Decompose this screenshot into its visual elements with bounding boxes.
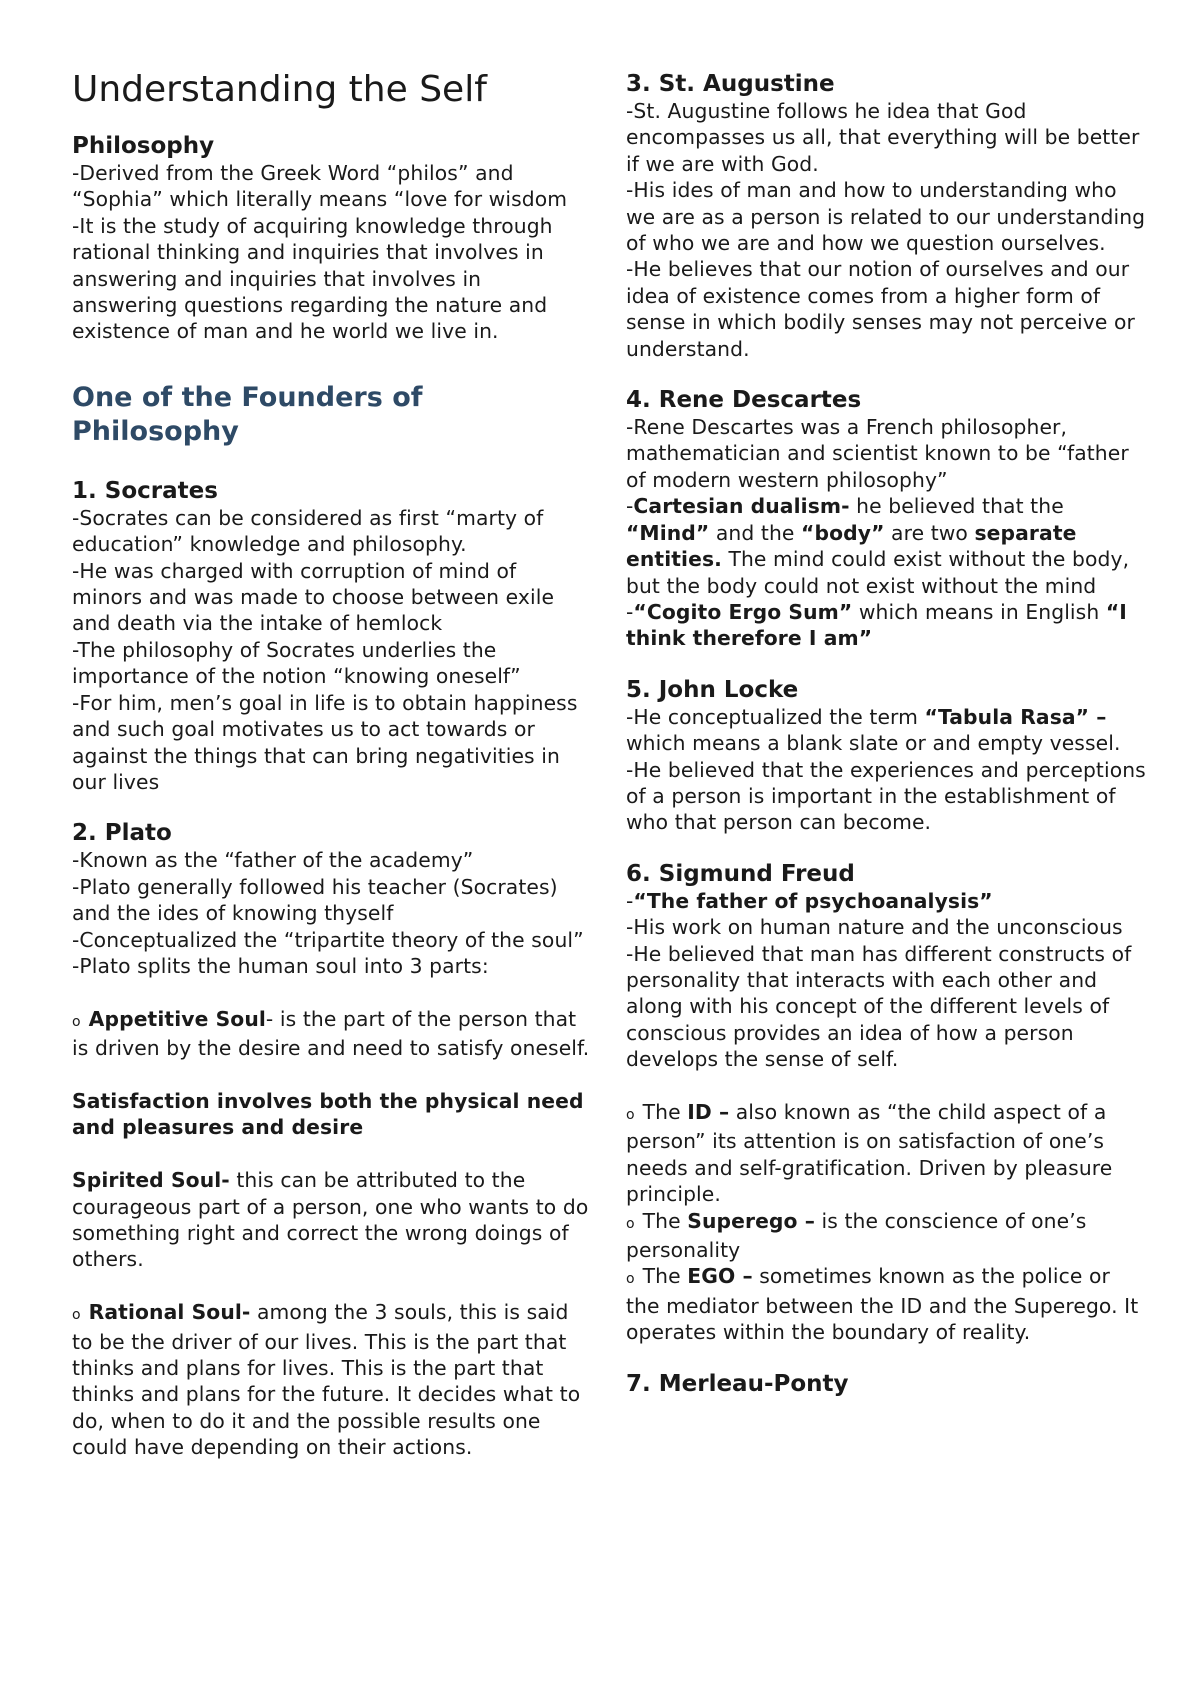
locke-text-1: -He conceptualized the term [626,704,925,729]
satisfaction-note [72,1088,590,1141]
plato-paragraph-2: -Plato generally followed his teacher (Socrates) and the ides of knowing thyself [72,874,558,926]
mind-term: “Mind” [626,520,710,545]
bullet-circle: o [72,1307,81,1324]
spirited-soul-term: Spirited Soul- [72,1168,230,1193]
descartes-heading: 4. Rene Descartes [626,387,862,414]
cogito-term: “Cogito Ergo Sum” [633,599,853,624]
id-term: ID – [687,1099,730,1124]
augustine-paragraph-3: -He believes that our notion of ourselves and our idea of existence comes from a higher form of sense in which bodily senses may not perceive or understand. [626,257,1135,361]
socrates-paragraph-2: -He was charged with corruption of mind of minors and was made to choose between exile and death via the intake of hemlock [72,558,555,636]
descartes-text-3: are two [884,520,975,545]
philosophy-paragraph-2: -It is the study of acquiring knowledge through rational thinking and inquiries that involves in answering and inquiries that involves in answering questions regarding the nature and existence of man and he world we live in. [72,213,553,344]
appetitive-soul-item [72,1006,590,1062]
bullet-circle: o [626,1271,635,1288]
merleau-ponty-heading: 7. Merleau-Ponty [626,1370,849,1397]
appetitive-soul-term: Appetitive Soul [88,1006,266,1031]
socrates-paragraph-1: -Socrates can be considered as first “marty of education” knowledge and philosophy. [72,505,544,557]
superego-term: Superego – [687,1208,815,1233]
philosophy-heading: Philosophy [72,133,215,159]
body-term: “body” [801,520,885,545]
appetitive-soul-text: - is the part of the person that is driven by the desire and need to satisfy oneself. [72,1006,590,1061]
right-column [626,70,1146,1398]
augustine-heading: 3. St. Augustine [626,71,835,97]
separate-entities-term: separate entities. [626,520,1077,572]
locke-heading: 5. John Locke [626,676,799,703]
bullet-circle: o [626,1215,635,1232]
bullet-circle: o [72,1013,81,1030]
plato-paragraph-3: -Conceptualized the “tripartite theory of the soul” [72,927,584,952]
id-item [626,1099,1146,1208]
freud-paragraph-2: -His work on human nature and the unconscious [626,915,1123,940]
plato-paragraph-4: -Plato splits the human soul into 3 parts: [72,953,489,978]
cogito-translation: “I think therefore I am” [626,599,1127,651]
superego-text: is the conscience of one’s personality [626,1208,1087,1263]
rational-soul-continuation: could have depending on their actions. [72,1435,473,1460]
cartesian-dualism-term: Cartesian dualism- [633,494,850,519]
locke-text-2: which means a blank slate or and empty vessel. [626,731,1121,756]
id-prefix: The [642,1099,688,1124]
freud-paragraph-3: -He believed that man has different constructs of personality that interacts with each other and along with his concept of the different levels of [626,941,1132,1019]
spirited-soul-text: this can be attributed to the courageous part of a person, one who wants to do something right and correct the wrong doings of others. [72,1168,589,1272]
dash: - [626,888,634,913]
superego-item [626,1208,1146,1264]
spirited-soul-item [72,1167,590,1273]
document-title: Understanding the Self [72,69,487,110]
cogito-text: which means in English [852,599,1106,624]
philosophy-paragraph-1: -Derived from the Greek Word “philos” and “Sophia” which literally means “love for wisdom [72,161,568,212]
cogito-paragraph [626,599,1146,652]
freud-paragraph-4: conscious provides an idea of how a person develops the sense of self. [626,1020,1074,1072]
superego-prefix: The [642,1208,688,1233]
ego-term: EGO – [687,1264,753,1289]
locke-paragraph-1 [626,704,1146,757]
tabula-rasa-term: “Tabula Rasa” – [924,704,1107,729]
id-text: also known as “the child aspect of a person” its attention is on satisfaction of one’s needs and self-gratification. Driven by pleasure principle. [626,1099,1113,1207]
bullet-circle: o [626,1106,635,1123]
founders-heading: One of the Founders of Philosophy [72,381,423,447]
freud-paragraph-1 [626,888,1146,914]
ego-item [626,1263,1146,1345]
descartes-text-1: he believed that the [849,494,1064,519]
plato-paragraph-1: -Known as the “father of the academy” [72,848,474,873]
socrates-heading: 1. Socrates [72,477,218,504]
left-column [72,68,590,1461]
augustine-paragraph-2: -His ides of man and how to understanding who we are as a person is related to our understanding of who we are and how we question ourselves. [626,178,1146,256]
socrates-paragraph-4: -For him, men’s goal in life is to obtain happiness and such goal motivates us to act towards or against the things that can bring negativities in our lives [72,690,578,794]
ego-text: sometimes known as the police or the mediator between the ID and the Superego. It operates within the boundary of reality. [626,1264,1139,1345]
freud-title-text: “The father of psychoanalysis” [633,888,993,913]
ego-prefix: The [642,1264,688,1289]
plato-heading: 2. Plato [72,820,172,847]
rational-soul-item [72,1299,590,1434]
descartes-text-2: and the [709,520,802,545]
descartes-paragraph-1: -Rene Descartes was a French philosopher, mathematician and scientist known to be “father of modern western philosophy” [626,415,1129,492]
descartes-paragraph-2 [626,493,1146,599]
locke-paragraph-2: -He believed that the experiences and perceptions of a person is important in the establishment of who that person can become. [626,757,1146,835]
rational-soul-text: among the 3 souls, this is said to be the driver of our lives. This is the part that thinks and plans for lives. This is the part that thinks and plans for the future. It decides what to do, when to do it and the possible results one [72,1300,581,1433]
augustine-paragraph-1: -St. Augustine follows he idea that God encompasses us all, that everything will be better if we are with God. [626,99,1140,176]
descartes-text-4: The mind could exist without the body, but the body could not exist without the mind [626,547,1130,598]
dash: - [626,599,634,624]
rational-soul-term: Rational Soul- [88,1300,251,1325]
freud-heading: 6. Sigmund Freud [626,860,855,887]
satisfaction-note-text: Satisfaction involves both the physical need and pleasures and desire [72,1088,584,1140]
dash: - [626,494,634,519]
socrates-paragraph-3: -The philosophy of Socrates underlies the importance of the notion “knowing oneself” [72,637,521,689]
